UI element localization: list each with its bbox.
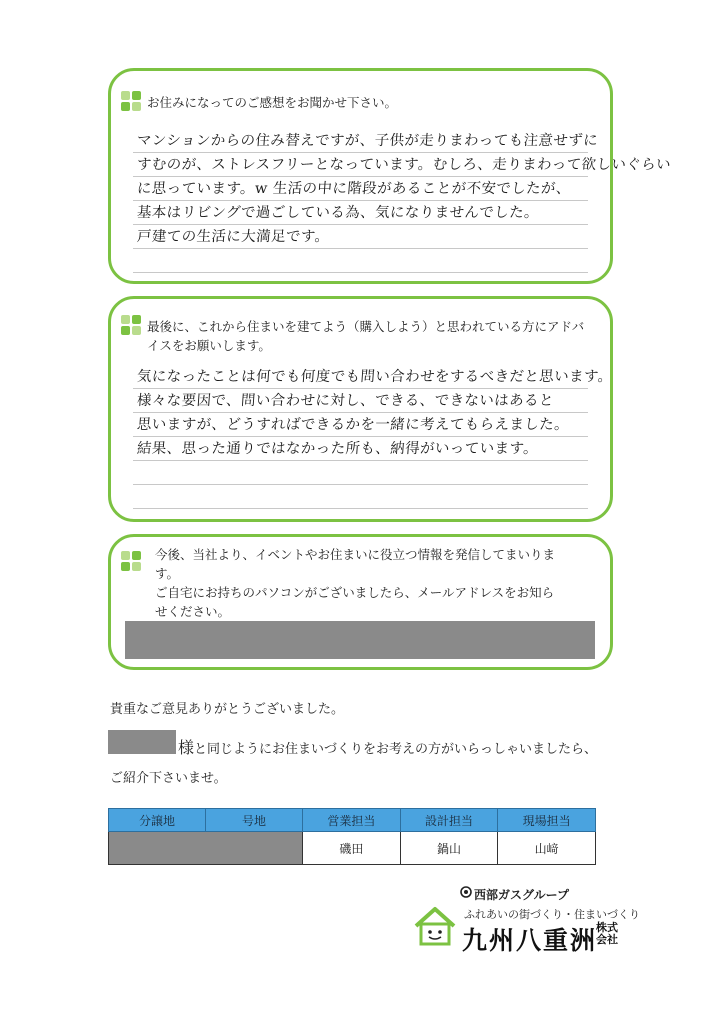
newsletter-prompt (155, 545, 555, 621)
newsletter-prompt-line: ご自宅にお持ちのパソコンがございましたら、メールアドレスをお知ら (155, 585, 555, 600)
handwritten-line: すむのが、ストレスフリーとなっています。むしろ、走りまわって欲しいぐらい (136, 157, 672, 173)
sales-rep: 磯田 (303, 832, 401, 865)
table-row (109, 832, 596, 865)
referral-sentence: と同じようにお住まいづくりをお考えの方がいらっしゃいましたら、 (194, 742, 598, 757)
handwritten-line: 結果、思った通りではなかった所も、納得がいっています。 (136, 441, 539, 457)
newsletter-prompt-line: 今後、当社より、イベントやお住まいに役立つ情報を発信してまいりま (155, 547, 556, 562)
clover-icon (121, 551, 141, 571)
company-tagline: ふれあいの街づくり・住まいづくり (464, 908, 640, 921)
group-mark-icon (460, 886, 472, 898)
honorific: 様 (178, 738, 195, 757)
email-redaction (125, 621, 595, 659)
handwritten-line: マンションからの住み替えですが、子供が走りまわっても注意せずに (136, 133, 599, 149)
col-header-sales: 営業担当 (303, 809, 401, 832)
impressions-section (108, 68, 672, 284)
col-header-site: 現場担当 (498, 809, 596, 832)
advice-prompt: 最後に、これから住まいを建てよう（購入しよう）と思われている方にアドバイスをお願いします。 (147, 319, 585, 353)
referral-text-line2: ご紹介下さいませ。 (110, 771, 227, 786)
thanks-text: 貴重なご意見ありがとうございました。 (110, 702, 345, 717)
handwritten-line: 基本はリビングで過ごしている為、気になりませんでした。 (136, 205, 540, 221)
lot-redaction-cell (109, 832, 303, 865)
newsletter-prompt-line: す。 (155, 566, 180, 581)
company-name: 九州八重洲 (462, 926, 598, 955)
referral-text (178, 735, 597, 758)
group-name: 西部ガスグループ (474, 888, 570, 902)
company-suffix: 株式会社 (596, 921, 618, 946)
advice-section (108, 296, 613, 522)
col-header-design: 設計担当 (400, 809, 498, 832)
handwritten-line: 思いますが、どうすればできるかを一緒に考えてもらえました。 (136, 417, 570, 433)
staff-table (108, 808, 596, 865)
col-header-lot: 分譲地 (109, 809, 206, 832)
name-redaction (108, 730, 176, 754)
col-header-lot-number: 号地 (206, 809, 303, 832)
handwritten-line: 戸建ての生活に大満足です。 (136, 229, 331, 245)
house-logo-icon (412, 904, 458, 948)
impressions-answer (133, 129, 672, 273)
handwritten-line: 様々な要因で、問い合わせに対し、できる、できないはあると (136, 393, 555, 409)
impressions-prompt: お住みになってのご感想をお聞かせ下さい。 (147, 95, 398, 110)
advice-answer (133, 365, 614, 509)
clover-icon (121, 91, 141, 111)
design-rep: 鍋山 (400, 832, 498, 865)
site-rep: 山﨑 (498, 832, 596, 865)
handwritten-line: に思っています。w 生活の中に階段があることが不安でしたが、 (136, 181, 572, 197)
newsletter-section (108, 534, 613, 670)
table-header-row (109, 809, 596, 832)
handwritten-line: 気になったことは何でも何度でも問い合わせをするべきだと思います。 (136, 369, 614, 385)
newsletter-prompt-line: せください。 (155, 604, 231, 619)
clover-icon (121, 315, 141, 335)
